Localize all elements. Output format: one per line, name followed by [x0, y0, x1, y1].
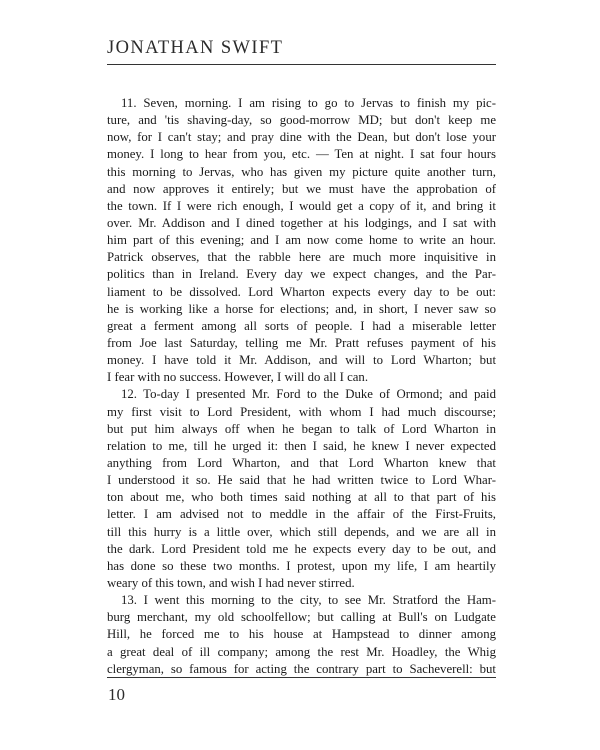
text-line: anything from Lord Wharton, and that Lord Wharton knew that	[107, 455, 496, 470]
text-line: ture, and 'tis shaving-day, so good-morrow MD; but don't keep me	[107, 113, 496, 128]
footer-rule	[107, 677, 496, 678]
text-line: Patrick observes, that the rabble here are much more inquisitive in	[107, 250, 496, 265]
text-line: clergyman, so famous for acting the contrary part to Sacheverell: but	[107, 661, 496, 676]
text-line: I fear with no success. However, I will do all I can.	[107, 370, 369, 385]
text-line: letter. I am advised not to meddle in the affair of the First-Fruits,	[107, 507, 496, 522]
running-head: JONATHAN SWIFT	[107, 38, 284, 58]
text-line: this morning to Jervas, who has given my picture quite another turn,	[107, 164, 496, 179]
text-line: weary of this town, and wish I had never stirred.	[107, 575, 355, 590]
text-line: till this hurry is a little over, which still depends, and we are all in	[107, 524, 496, 539]
text-line: a great deal of ill company; among the rest Mr. Hoadley, the Whig	[107, 644, 496, 659]
text-line: has done so these two months. I protest, upon my life, I am heartily	[107, 558, 496, 573]
text-line: he is working like a horse for elections; and, in short, I never saw so	[107, 301, 496, 316]
text-line: politics than in Ireland. Every day we expect changes, and the Par-	[107, 267, 496, 282]
text-line: over. Mr. Addison and I dined together at his lodgings, and I sat with	[107, 215, 496, 230]
text-line: burg merchant, my old schoolfellow; but calling at Bull's on Ludgate	[107, 610, 496, 625]
body-text	[107, 95, 496, 678]
text-line: and now approves it entirely; but we must have the approbation of	[107, 181, 496, 196]
text-line: the dark. Lord President told me he expects every day to be out, and	[107, 541, 496, 556]
text-line: money. I long to hear from you, etc. — Ten at night. I sat four hours	[107, 147, 496, 162]
text-line: 13. I went this morning to the city, to see Mr. Stratford the Ham-	[121, 593, 496, 608]
text-line: Hill, he forced me to his house at Hampstead to dinner among	[107, 627, 496, 642]
page-number: 10	[108, 685, 125, 704]
text-line: 11. Seven, morning. I am rising to go to Jervas to finish my pic-	[121, 96, 496, 110]
text-line: relation to me, till he urged it: then I said, he knew I never expected	[107, 438, 496, 453]
text-line: 12. To-day I presented Mr. Ford to the Duke of Ormond; and paid	[121, 387, 496, 402]
text-line: liament to be dissolved. Lord Wharton expects every day to be out:	[107, 284, 496, 299]
text-line: ton about me, who both times said nothing at all to that part of his	[107, 490, 496, 505]
text-line: I understood it so. He said that he had written twice to Lord Whar-	[107, 473, 496, 488]
text-line: money. I have told it Mr. Addison, and will to Lord Wharton; but	[107, 353, 496, 368]
header-rule	[107, 64, 496, 65]
text-line: him part of this evening; and I am now come home to write an hour.	[107, 233, 496, 248]
text-line: now, for I can't stay; and pray dine with the Dean, but don't lose your	[107, 130, 496, 145]
text-line: my first visit to Lord President, with whom I had much discourse;	[107, 404, 496, 419]
text-line: the town. If I were rich enough, I would get a copy of it, and bring it	[107, 198, 496, 213]
text-line: from Joe last Saturday, telling me Mr. Pratt refuses payment of his	[107, 335, 496, 350]
text-line: but put him always off when he began to talk of Lord Wharton in	[107, 421, 496, 436]
text-line: great a ferment among all sorts of people. I had a miserable letter	[107, 318, 496, 333]
